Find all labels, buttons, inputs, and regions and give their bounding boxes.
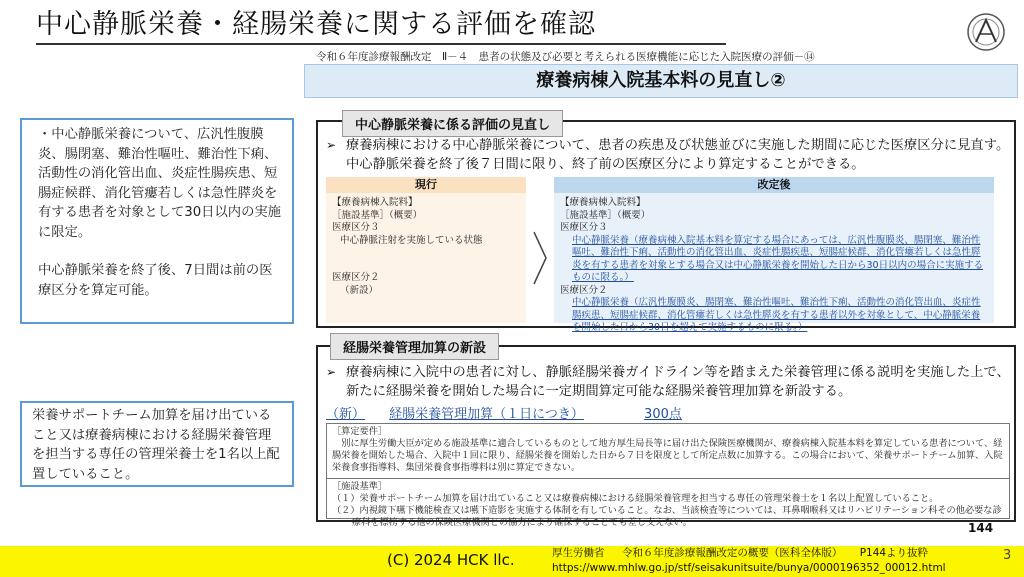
new-tag: （新） [326, 407, 366, 422]
standards-item: （２）内視鏡下嚥下機能検査又は嚥下造影を実施する体制を有していること。なお、当該検査等については、耳鼻咽喉科又はリハビリテーション科その他必要な診療科を標榜する他の保険医療機関との協力により確保することでも差し支えない。 [332, 505, 1002, 528]
footer-source-org: 厚生労働省 [552, 547, 605, 559]
column-body-current [326, 193, 526, 323]
footer-source-url[interactable]: https://www.mhlw.go.jp/stf/seisakunitsuite/bunya/0000196352_00012.html [552, 562, 946, 574]
bullet-arrow-icon: ➢ [326, 365, 337, 379]
lead-text: 療養病棟に入院中の患者に対し、静脈経腸栄養ガイドライン等を踏まえた栄養管理に係る説明を実施した上で、新たに経腸栄養を開始した場合に一定期間算定可能な経腸栄養管理加算を新設する。 [346, 365, 1010, 399]
revised-line: 中心静脈栄養（広汎性腹膜炎、腸閉塞、難治性嘔吐、難治性下痢、活動性の消化管出血、炎症性腸疾患、短腸症候群、消化管瘻若しくは急性膵炎を有する患者以外を対象として、中心静脈栄養を開始した日から30日を超えて実施するものに限る。） [572, 297, 981, 333]
summary-text-2: 中心静脈栄養を終了後、7日間は前の医療区分を算定可能。 [38, 263, 273, 298]
new-fee-points: 300点 [644, 407, 682, 422]
column-body-revised [554, 193, 994, 333]
new-fee-name: 経腸栄養管理加算（１日につき） [389, 407, 584, 422]
current-line: 医療区分２ [332, 272, 380, 283]
standards-title: ［施設基準］ [332, 481, 388, 492]
document-page-number: 144 [968, 521, 994, 535]
column-header-current: 現行 [326, 177, 526, 193]
standards-item: （１）栄養サポートチーム加算を届け出ていること又は療養病棟における経腸栄養管理を担当する専任の管理栄養士を１名以上配置していること。 [332, 493, 939, 504]
document-banner-title: 療養病棟入院基本料の見直し② [304, 64, 1018, 98]
revised-line: 中心静脈栄養（療養病棟入院基本料を算定する場合にあっては、広汎性腹膜炎、腸閉塞、難治性嘔吐、難治性下痢、活動性の消化管出血、炎症性腸疾患、短腸症候群、消化管瘻若しくは急性膵炎を有する患者を対象とする場合又は中心静脈栄養を開始した日から30日以内の場合に実施するものに限る。） [572, 234, 984, 283]
section-lead-enteral [326, 363, 1010, 401]
new-fee-row [326, 403, 986, 422]
current-line: 【療養病棟入院料】 [332, 197, 418, 208]
current-line: ［施設基準］（概要） [332, 209, 423, 221]
summary-text-1: ・中心静脈栄養について、広汎性腹膜炎、腸閉塞、難治性嘔吐、難治性下痢、活動性の消化管出血、炎症性腸疾患、短腸症候群、消化管瘻若しくは急性膵炎を有する患者を対象として30日以内の実施に限定。 [38, 127, 281, 240]
revised-line: ［施設基準］（概要） [560, 209, 651, 221]
section-tab-central-venous: 中心静脈栄養に係る評価の見直し [342, 110, 563, 137]
requirements-title: ［算定要件］ [332, 426, 388, 437]
slide-number: 3 [1003, 548, 1012, 563]
column-header-revised: 改定後 [554, 177, 994, 193]
section-lead-central-venous [326, 136, 1010, 174]
footer-source-title: 令和６年度診療報酬改定の概要（医科全体版） [621, 547, 843, 559]
section-central-venous-review [316, 118, 1016, 333]
summary-box-enteral: 栄養サポートチーム加算を届け出ていること又は療養病棟における経腸栄養管理を担当する専任の管理栄養士を1名以上配置していること。 [20, 401, 294, 487]
slide-title: 中心静脈栄養・経腸栄養に関する評価を確認 [36, 2, 726, 45]
revised-line: 医療区分３ [560, 222, 608, 233]
document-header-line: 令和６年度診療報酬改定 Ⅱ－４ 患者の状態及び必要と考えられる医療機能に応じた入院医療の評価－⑭ [316, 51, 815, 63]
revised-line: 【療養病棟入院料】 [560, 197, 646, 208]
bullet-arrow-icon: ➢ [326, 138, 337, 152]
requirements-text: 別に厚生労働大臣が定める施設基準に適合しているものとして地方厚生局長等に届け出た保険医療機関が、療養病棟入院基本料を算定している患者について、経腸栄養を開始した場合、入院中１回に限り、経腸栄養を開始した日から７日を限度として所定点数に加算する。この場合において、栄養サポートチーム加算、入院栄養食事指導料、集団栄養食事指導料は別に算定できない。 [332, 438, 1003, 473]
footer-source [552, 546, 946, 576]
summary-box-central-venous [20, 118, 294, 324]
revised-line: 医療区分２ [560, 284, 608, 296]
footer-copyright: (C) 2024 HCK llc. [387, 551, 515, 569]
current-line: 医療区分３ [332, 222, 380, 233]
footer-source-page: P144より抜粋 [859, 547, 929, 559]
calculation-requirements-box [326, 423, 1010, 479]
current-line: 中心静脈注射を実施している状態 [340, 234, 483, 246]
section-tab-enteral: 経腸栄養管理加算の新設 [330, 333, 499, 360]
lead-text: 療養病棟における中心静脈栄養について、患者の疾患及び状態並びに実施した期間に応じた医療区分に見直す。中心静脈栄養を終了後７日間に限り、終了前の医療区分により算定することができる。 [346, 138, 1010, 172]
current-line: （新設） [340, 284, 379, 296]
arrow-right-icon [532, 228, 548, 288]
